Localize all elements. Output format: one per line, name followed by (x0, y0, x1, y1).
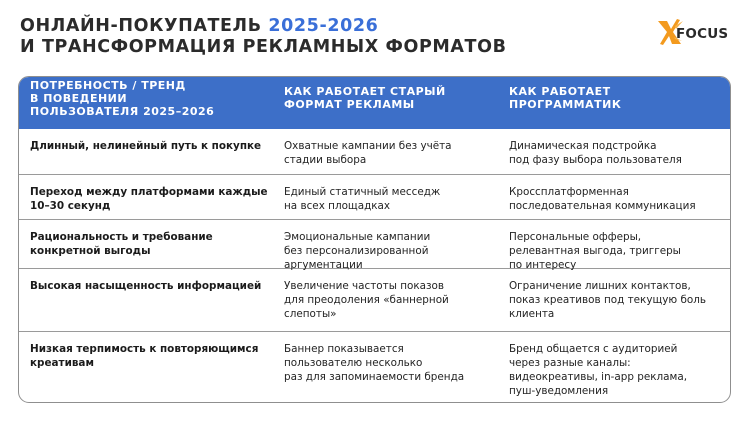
cell-line: конкретной выгоды (30, 245, 151, 257)
header-line: ПОТРЕБНОСТЬ / ТРЕНД (30, 79, 186, 92)
cell-line: для преодоления «баннерной (284, 294, 449, 306)
cell-line: раз для запоминаемости бренда (284, 371, 465, 383)
cell-programmatic (497, 129, 730, 174)
cell-line: Кроссплатформенная (509, 186, 629, 198)
cell-line: без персонализированной (284, 245, 429, 257)
header-line: КАК РАБОТАЕТ (509, 85, 611, 98)
title-line-2: И ТРАНСФОРМАЦИЯ РЕКЛАМНЫХ ФОРМАТОВ (20, 37, 507, 57)
cell-line: последовательная коммуникация (509, 200, 696, 212)
cell-line: 10–30 секунд (30, 200, 111, 212)
cell-line: релевантная выгода, триггеры (509, 245, 681, 257)
cell-programmatic (497, 332, 730, 403)
header-line: КАК РАБОТАЕТ СТАРЫЙ (284, 85, 446, 98)
cell-line: под фазу выбора пользователя (509, 154, 682, 166)
cell-line: Рациональность и требование (30, 231, 213, 243)
cell-old-format (272, 269, 497, 331)
cell-old-format (272, 332, 497, 403)
cell-line: по интересу (509, 259, 577, 271)
cell-old-format (272, 175, 497, 219)
cell-line: Увеличение частоты показов (284, 280, 445, 292)
table-row (19, 129, 730, 174)
cell-trend (19, 269, 272, 331)
header-line: ФОРМАТ РЕКЛАМЫ (284, 98, 415, 111)
logo-text: FOCUS (676, 25, 729, 42)
table-header (19, 77, 730, 129)
cell-line: Персональные офферы, (509, 231, 642, 243)
cell-line: креативам (30, 357, 94, 369)
cell-line: Динамическая подстройка (509, 140, 657, 152)
cell-line: показ креативов под текущую боль (509, 294, 706, 306)
cell-line: Высокая насыщенность информацией (30, 280, 262, 292)
title-prefix: ОНЛАЙН-ПОКУПАТЕЛЬ (20, 16, 262, 36)
cell-line: Единый статичный месседж (284, 186, 441, 198)
column-header-old-format (272, 77, 497, 129)
table-body (19, 129, 730, 403)
cell-line: аргументации (284, 259, 363, 271)
cell-line: Бренд общается с аудиторией (509, 343, 678, 355)
cell-trend (19, 129, 272, 174)
table-row (19, 219, 730, 271)
cell-old-format (272, 220, 497, 271)
cell-line: Переход между платформами каждые (30, 186, 268, 198)
cell-line: слепоты» (284, 308, 337, 320)
cell-line: Эмоциональные кампании (284, 231, 431, 243)
cell-line: Низкая терпимость к повторяющимся (30, 343, 259, 355)
cell-programmatic (497, 269, 730, 331)
table-row (19, 174, 730, 219)
table-row (19, 331, 730, 403)
column-header-programmatic (497, 77, 730, 129)
column-header-trend (19, 77, 272, 129)
header-line: ПОЛЬЗОВАТЕЛЯ 2025–2026 (30, 105, 215, 118)
cell-line: Длинный, нелинейный путь к покупке (30, 140, 262, 152)
brand-logo (655, 17, 737, 47)
cell-trend (19, 175, 272, 219)
header-line: В ПОВЕДЕНИИ (30, 92, 128, 105)
cell-line: видеокреативы, in-app реклама, (509, 371, 688, 383)
cell-line: пользователю несколько (284, 357, 423, 369)
cell-line: Баннер показывается (284, 343, 404, 355)
title-line-1 (20, 16, 507, 37)
cell-line: через разные каналы: (509, 357, 631, 369)
cell-trend (19, 220, 272, 268)
cell-programmatic (497, 220, 730, 271)
cell-line: Охватные кампании без учёта (284, 140, 452, 152)
cell-programmatic (497, 175, 730, 219)
page-title (20, 16, 507, 58)
cell-line: Ограничение лишних контактов, (509, 280, 691, 292)
header-line: ПРОГРАММАТИК (509, 98, 622, 111)
cell-trend (19, 332, 272, 403)
cell-line: стадии выбора (284, 154, 367, 166)
table-row (19, 268, 730, 331)
title-year-accent: 2025-2026 (268, 16, 379, 36)
cell-line: пуш-уведомления (509, 385, 609, 397)
cell-old-format (272, 129, 497, 174)
cell-line: на всех площадках (284, 200, 391, 212)
comparison-table (18, 76, 731, 403)
cell-line: клиента (509, 308, 555, 320)
